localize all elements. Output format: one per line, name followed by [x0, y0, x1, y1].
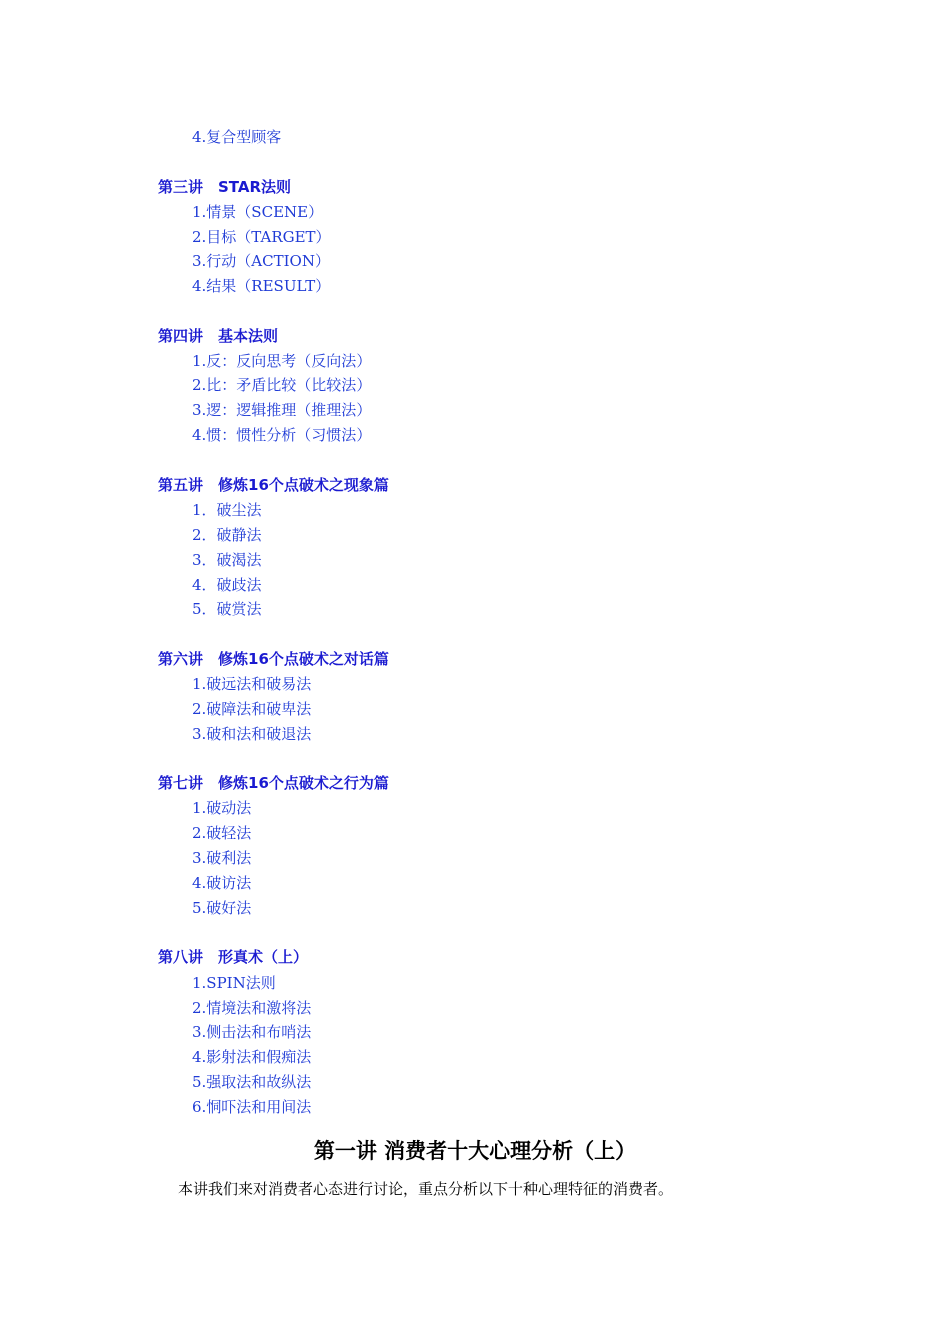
toc-item: 2.比：矛盾比较（比较法）	[192, 376, 372, 394]
section-heading-6: 第六讲 修炼16个点破术之对话篇	[158, 650, 389, 668]
toc-item: 3.行动（ACTION）	[192, 252, 330, 270]
section-heading-8: 第八讲 形真术（上）	[158, 948, 309, 966]
toc-item: 3.逻：逻辑推理（推理法）	[192, 401, 372, 419]
toc-item: 2.破障法和破卑法	[192, 700, 312, 718]
section-heading-5: 第五讲 修炼16个点破术之现象篇	[158, 476, 389, 494]
toc-item: 2．破静法	[192, 526, 262, 544]
section-heading-7: 第七讲 修炼16个点破术之行为篇	[158, 774, 389, 792]
lecture-title: 第一讲 消费者十大心理分析（上）	[313, 1139, 637, 1163]
toc-item: 3.破和法和破退法	[192, 725, 312, 743]
section-heading-4: 第四讲 基本法则	[158, 327, 279, 345]
toc-item: 3.侧击法和布哨法	[192, 1023, 312, 1041]
toc-item: 4.复合型顾客	[192, 128, 282, 146]
section-heading-3: 第三讲 STAR法则	[158, 178, 292, 196]
toc-item: 1．破尘法	[192, 501, 262, 519]
toc-item: 4.结果（RESULT）	[192, 277, 331, 295]
toc-item: 1.情景（SCENE）	[192, 203, 324, 221]
toc-item: 3.破利法	[192, 849, 252, 867]
toc-item: 4.破访法	[192, 874, 252, 892]
toc-item: 2.目标（TARGET）	[192, 228, 331, 246]
toc-item: 1.反：反向思考（反向法）	[192, 352, 372, 370]
toc-item: 4.惯：惯性分析（习惯法）	[192, 426, 372, 444]
toc-item: 1.SPIN法则	[192, 974, 276, 992]
toc-item: 5.强取法和故纵法	[192, 1073, 312, 1091]
toc-item: 6.恫吓法和用间法	[192, 1098, 312, 1116]
toc-item: 3．破渴法	[192, 551, 262, 569]
toc-item: 2.破轻法	[192, 824, 252, 842]
toc-item: 1.破远法和破易法	[192, 675, 312, 693]
toc-item: 5.破好法	[192, 899, 252, 917]
lecture-intro: 本讲我们来对消费者心态进行讨论，重点分析以下十种心理特征的消费者。	[178, 1180, 674, 1198]
toc-item: 2.情境法和激将法	[192, 999, 312, 1017]
toc-item: 4.影射法和假痴法	[192, 1048, 312, 1066]
toc-item: 4．破歧法	[192, 576, 262, 594]
toc-item: 5．破赏法	[192, 600, 262, 618]
toc-item: 1.破动法	[192, 799, 252, 817]
